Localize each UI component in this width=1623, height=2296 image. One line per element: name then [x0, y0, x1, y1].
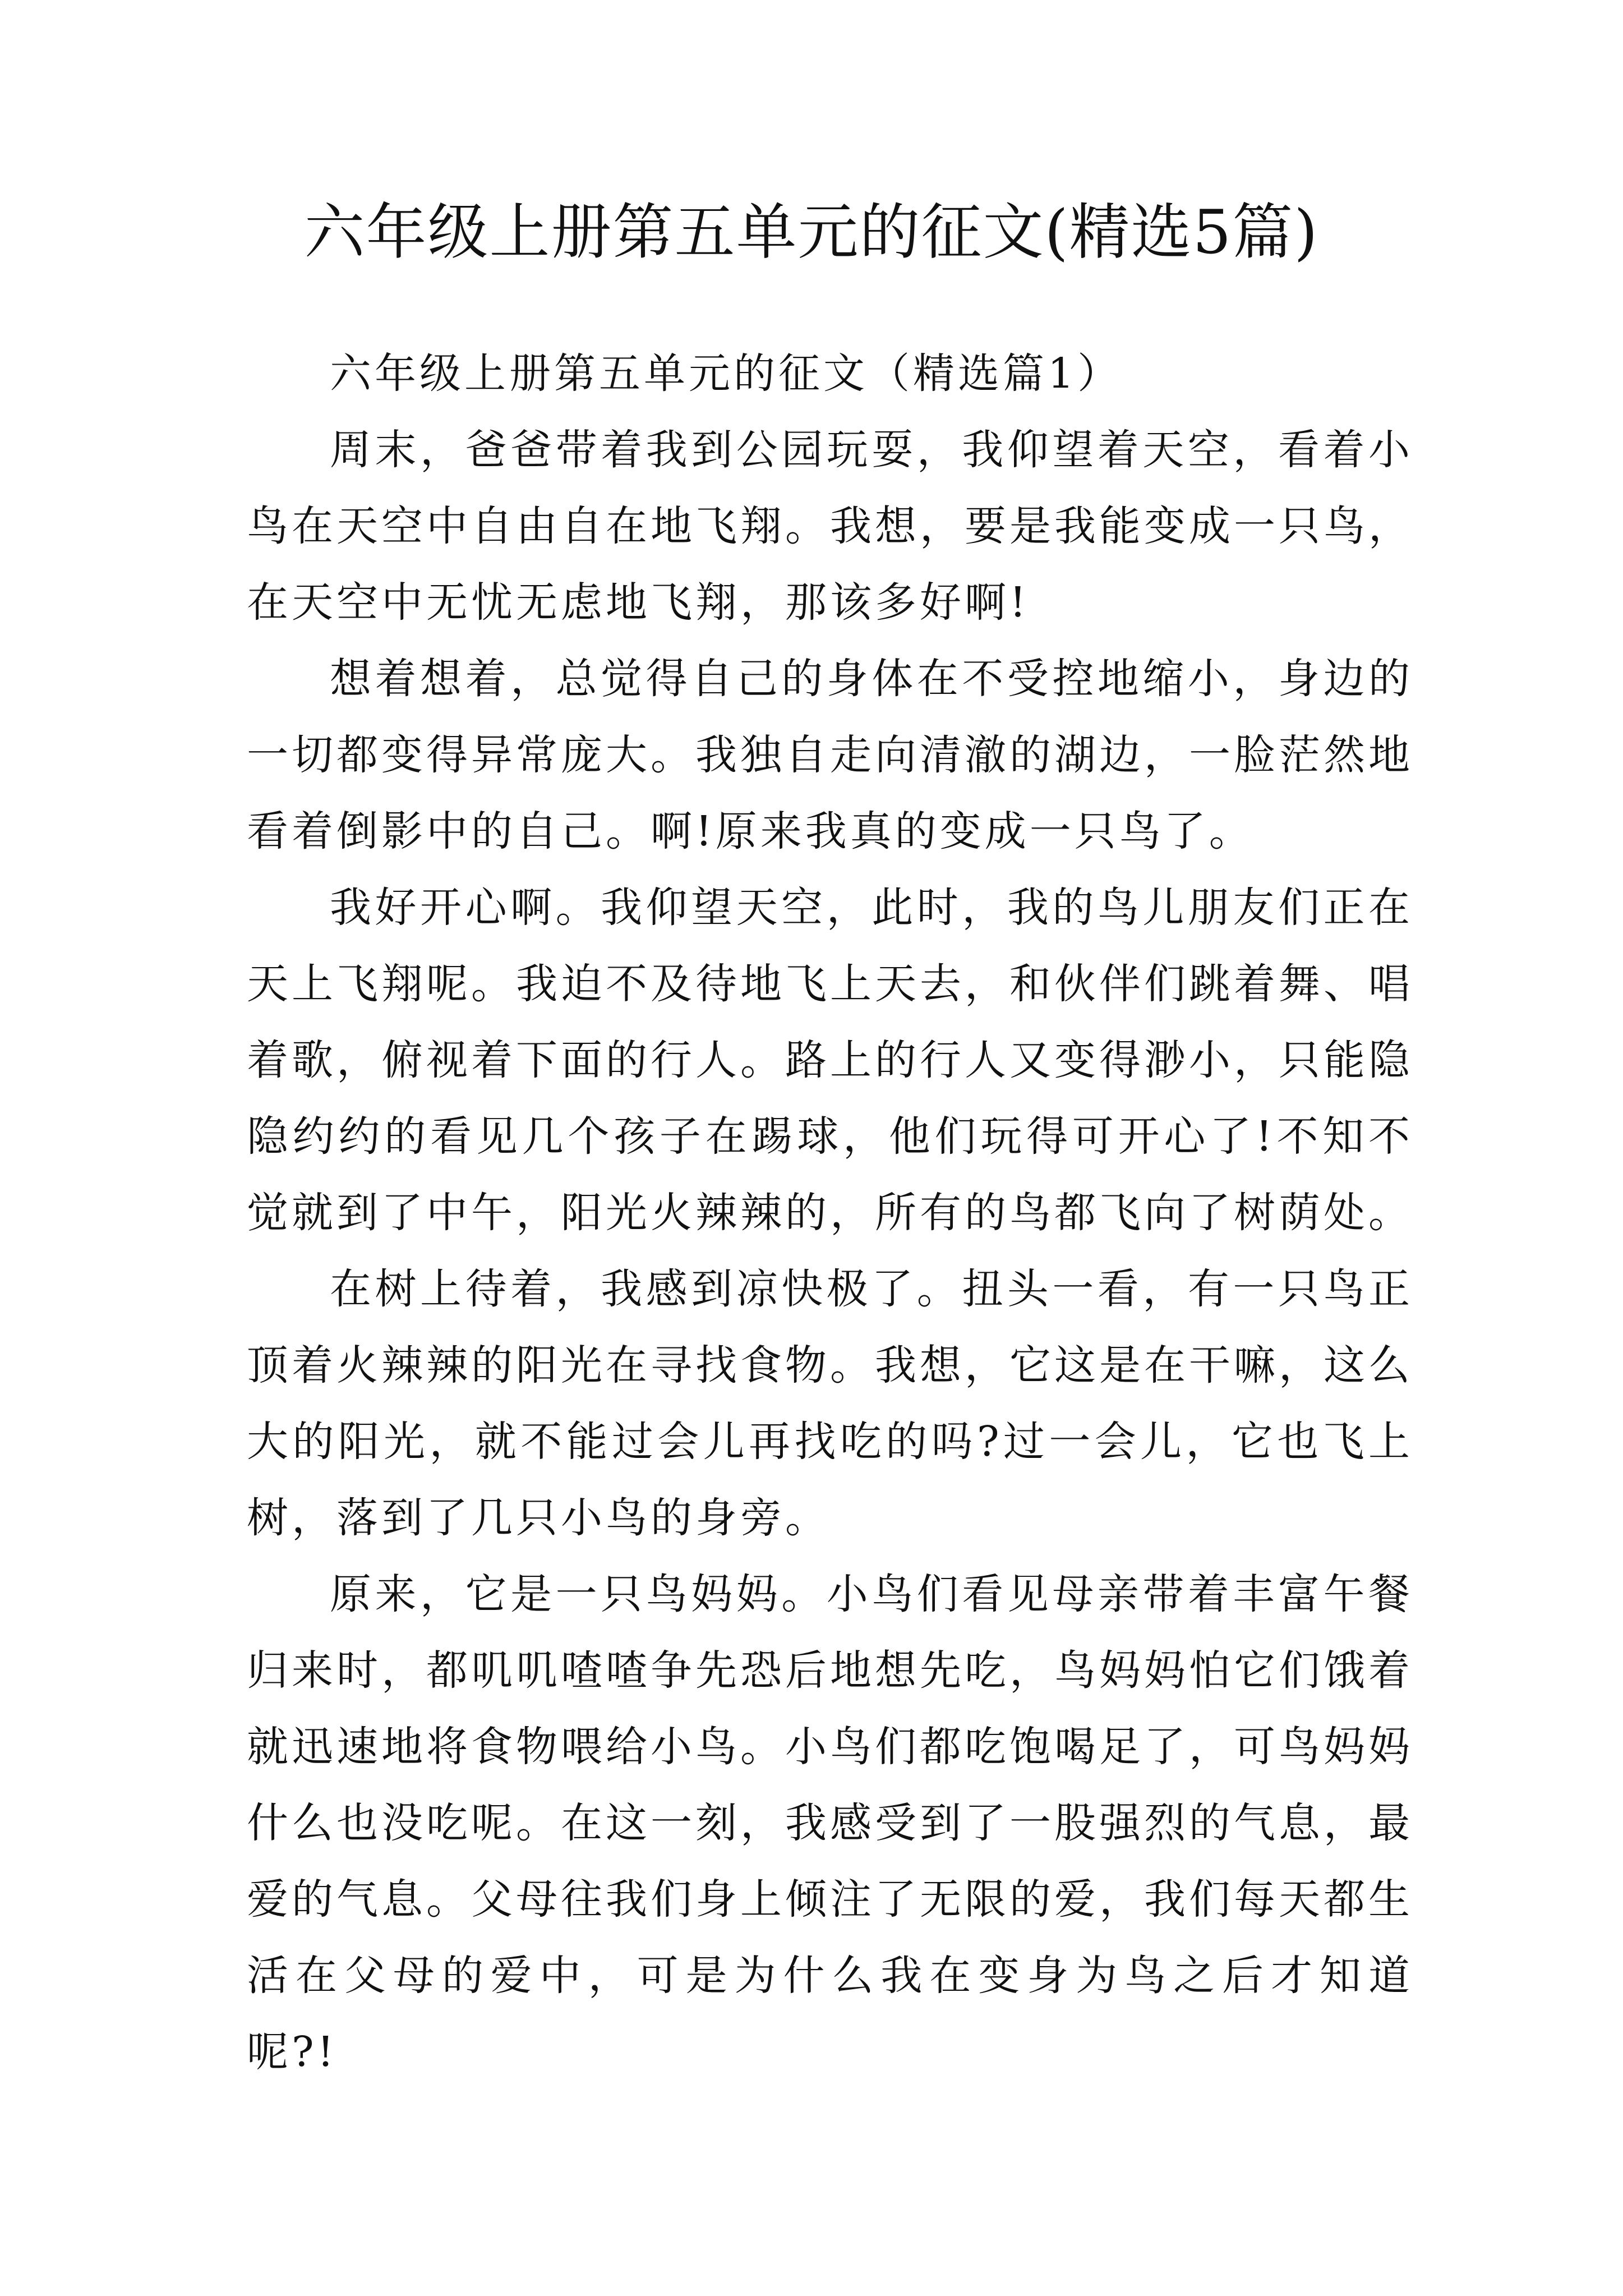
paragraph-4: 在树上待着，我感到凉快极了。扭头一看，有一只鸟正顶着火辣辣的阳光在寻找食物。我想，它这是在干嘛，这么大的阳光，就不能过会儿再找吃的吗?过一会儿，它也飞上树，落到了几只小鸟的身旁。: [247, 1265, 1413, 1542]
paragraph-3: 我好开心啊。我仰望天空，此时，我的鸟儿朋友们正在天上飞翔呢。我迫不及待地飞上天去，和伙伴们跳着舞、唱着歌，俯视着下面的行人。路上的行人又变得渺小，只能隐隐约约的看见几个孩子在踢球，他们玩得可开心了!不知不觉就到了中午，阳光火辣辣的，所有的鸟都飞向了树荫处。: [247, 884, 1413, 1237]
essay-body: [247, 335, 1413, 2090]
paragraph-2: 想着想着，总觉得自己的身体在不受控地缩小，身边的一切都变得异常庞大。我独自走向清澈的湖边，一脸茫然地看着倒影中的自己。啊!原来我真的变成一只鸟了。: [247, 655, 1413, 855]
paragraph-1: 周末，爸爸带着我到公园玩耍，我仰望着天空，看着小鸟在天空中自由自在地飞翔。我想，要是我能变成一只鸟，在天空中无忧无虑地飞翔，那该多好啊!: [247, 426, 1413, 627]
section-heading: 六年级上册第五单元的征文（精选篇1）: [330, 349, 1123, 398]
paragraph-5: 原来，它是一只鸟妈妈。小鸟们看见母亲带着丰富午餐归来时，都叽叽喳喳争先恐后地想先吃，鸟妈妈怕它们饿着就迅速地将食物喂给小鸟。小鸟们都吃饱喝足了，可鸟妈妈什么也没吃呢。在这一刻，我感受到了一股强烈的气息，最爱的气息。父母往我们身上倾注了无限的爱，我们每天都生活在父母的爱中，可是为什么我在变身为鸟之后才知道呢?!: [247, 1570, 1413, 2076]
document-title: 六年级上册第五单元的征文(精选5篇): [304, 197, 1319, 268]
